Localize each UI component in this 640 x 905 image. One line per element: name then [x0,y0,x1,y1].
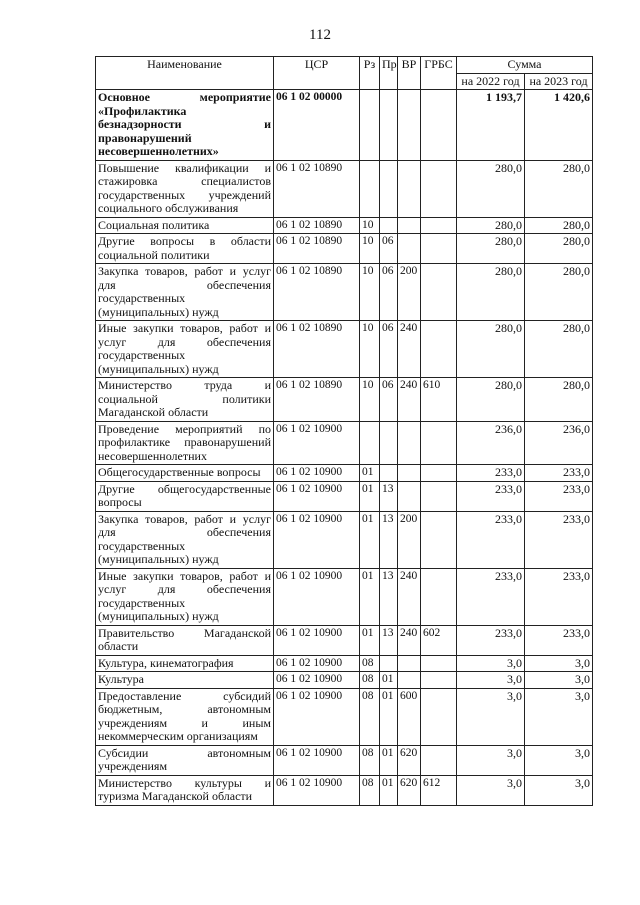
row-rz: 08 [360,775,380,805]
row-name: Другие вопросы в области социальной политики [96,234,274,264]
header-grbs: ГРБС [421,57,457,90]
row-grbs [421,160,457,217]
row-csr: 06 1 02 10900 [274,655,360,672]
table-row [96,481,593,511]
row-pr [380,217,398,234]
row-csr: 06 1 02 10900 [274,672,360,689]
row-pr: 13 [380,481,398,511]
row-sum-2023: 3,0 [525,655,593,672]
row-grbs [421,421,457,465]
row-name: Социальная политика [96,217,274,234]
row-rz: 10 [360,217,380,234]
row-csr: 06 1 02 10890 [274,321,360,378]
row-pr: 13 [380,511,398,568]
row-pr: 06 [380,264,398,321]
row-csr: 06 1 02 10900 [274,481,360,511]
row-name: Закупка товаров, работ и услуг для обеспечения государственных (муниципальных) нужд [96,511,274,568]
row-csr: 06 1 02 10900 [274,465,360,482]
row-sum-2022: 280,0 [457,321,525,378]
row-vr: 200 [398,264,421,321]
row-grbs: 612 [421,775,457,805]
row-pr [380,90,398,161]
row-csr: 06 1 02 10900 [274,511,360,568]
row-name: Предоставление субсидий бюджетным, автономным учреждениям и иным некоммерческим организациям [96,688,274,745]
row-sum-2022: 233,0 [457,465,525,482]
row-csr: 06 1 02 10900 [274,745,360,775]
table-row [96,378,593,422]
row-name: Другие общегосударственные вопросы [96,481,274,511]
row-grbs [421,568,457,625]
row-vr [398,234,421,264]
row-sum-2022: 233,0 [457,568,525,625]
row-rz: 08 [360,672,380,689]
row-rz: 01 [360,511,380,568]
row-rz: 08 [360,688,380,745]
row-pr: 01 [380,688,398,745]
row-vr [398,160,421,217]
row-sum-2023: 3,0 [525,745,593,775]
row-vr: 620 [398,745,421,775]
table-row [96,264,593,321]
row-sum-2023: 280,0 [525,321,593,378]
table-row [96,625,593,655]
row-sum-2022: 3,0 [457,745,525,775]
row-sum-2023: 233,0 [525,625,593,655]
row-sum-2023: 280,0 [525,217,593,234]
row-name: Субсидии автономным учреждениям [96,745,274,775]
table-row [96,672,593,689]
row-sum-2023: 233,0 [525,568,593,625]
row-sum-2023: 280,0 [525,160,593,217]
row-sum-2023: 233,0 [525,511,593,568]
row-grbs [421,321,457,378]
row-grbs: 602 [421,625,457,655]
row-vr [398,481,421,511]
page-number: 112 [309,27,331,43]
row-name: Культура, кинематография [96,655,274,672]
table-row [96,465,593,482]
row-sum-2023: 280,0 [525,264,593,321]
header-year-2023: на 2023 год [525,73,593,90]
row-name: Основное мероприятие «Профилактика безнадзорности и правонарушений несовершеннолетних» [96,90,274,161]
table-row [96,775,593,805]
row-grbs [421,511,457,568]
row-grbs [421,234,457,264]
header-sum: Сумма [457,57,593,74]
row-sum-2022: 280,0 [457,378,525,422]
table-body [96,90,593,806]
row-vr: 240 [398,378,421,422]
row-vr: 240 [398,321,421,378]
row-pr: 13 [380,568,398,625]
row-sum-2023: 3,0 [525,688,593,745]
row-csr: 06 1 02 10900 [274,688,360,745]
row-sum-2022: 1 193,7 [457,90,525,161]
row-sum-2023: 233,0 [525,465,593,482]
row-grbs [421,217,457,234]
row-name: Культура [96,672,274,689]
row-rz: 08 [360,745,380,775]
header-vr: ВР [398,57,421,90]
row-csr: 06 1 02 10890 [274,217,360,234]
row-sum-2022: 3,0 [457,655,525,672]
row-rz: 01 [360,568,380,625]
header-rz: Рз [360,57,380,90]
row-rz: 01 [360,625,380,655]
row-sum-2022: 280,0 [457,264,525,321]
table-row [96,688,593,745]
row-csr: 06 1 02 10900 [274,775,360,805]
table-row [96,234,593,264]
row-name: Проведение мероприятий по профилактике правонарушений несовершеннолетних [96,421,274,465]
table-row [96,217,593,234]
row-sum-2023: 280,0 [525,378,593,422]
row-sum-2022: 233,0 [457,511,525,568]
row-sum-2022: 3,0 [457,672,525,689]
row-csr: 06 1 02 10900 [274,625,360,655]
row-sum-2022: 233,0 [457,481,525,511]
row-pr [380,421,398,465]
row-rz: 01 [360,465,380,482]
header-year-2022: на 2022 год [457,73,525,90]
row-sum-2022: 236,0 [457,421,525,465]
row-grbs [421,688,457,745]
row-sum-2022: 3,0 [457,775,525,805]
row-csr: 06 1 02 10890 [274,264,360,321]
row-csr: 06 1 02 10900 [274,568,360,625]
row-pr: 06 [380,321,398,378]
row-name: Министерство культуры и туризма Магаданской области [96,775,274,805]
row-name: Общегосударственные вопросы [96,465,274,482]
row-csr: 06 1 02 10890 [274,378,360,422]
row-pr: 13 [380,625,398,655]
row-pr: 06 [380,234,398,264]
row-sum-2023: 236,0 [525,421,593,465]
row-sum-2022: 280,0 [457,217,525,234]
table-row [96,511,593,568]
row-grbs [421,481,457,511]
row-rz: 10 [360,321,380,378]
row-sum-2022: 3,0 [457,688,525,745]
row-rz [360,160,380,217]
table-row [96,90,593,161]
row-vr: 200 [398,511,421,568]
row-vr: 240 [398,625,421,655]
table-header [96,57,593,90]
row-sum-2023: 3,0 [525,775,593,805]
row-grbs [421,90,457,161]
row-vr [398,217,421,234]
row-rz [360,90,380,161]
row-sum-2022: 280,0 [457,160,525,217]
table-row [96,655,593,672]
row-csr: 06 1 02 10890 [274,234,360,264]
row-grbs [421,264,457,321]
row-name: Закупка товаров, работ и услуг для обеспечения государственных (муниципальных) нужд [96,264,274,321]
row-sum-2022: 233,0 [457,625,525,655]
row-vr: 240 [398,568,421,625]
row-rz: 08 [360,655,380,672]
row-csr: 06 1 02 10890 [274,160,360,217]
row-pr [380,465,398,482]
table-row [96,321,593,378]
row-rz: 10 [360,378,380,422]
row-grbs [421,465,457,482]
row-pr: 06 [380,378,398,422]
row-csr: 06 1 02 00000 [274,90,360,161]
row-grbs [421,655,457,672]
row-sum-2023: 1 420,6 [525,90,593,161]
row-vr: 620 [398,775,421,805]
row-grbs [421,672,457,689]
row-pr: 01 [380,672,398,689]
row-csr: 06 1 02 10900 [274,421,360,465]
table-row [96,568,593,625]
row-name: Повышение квалификации и стажировка специалистов государственных учреждений социального обслуживания [96,160,274,217]
row-vr [398,421,421,465]
row-vr: 600 [398,688,421,745]
row-rz: 10 [360,264,380,321]
table-row [96,160,593,217]
row-name: Иные закупки товаров, работ и услуг для обеспечения государственных (муниципальных) нужд [96,568,274,625]
row-pr: 01 [380,745,398,775]
row-pr [380,160,398,217]
row-grbs [421,745,457,775]
row-pr: 01 [380,775,398,805]
row-sum-2023: 280,0 [525,234,593,264]
row-vr [398,655,421,672]
row-vr [398,90,421,161]
row-sum-2023: 233,0 [525,481,593,511]
row-rz [360,421,380,465]
header-csr: ЦСР [274,57,360,90]
row-vr [398,672,421,689]
row-pr [380,655,398,672]
row-grbs: 610 [421,378,457,422]
table-row [96,745,593,775]
header-name: Наименование [96,57,274,90]
row-vr [398,465,421,482]
row-sum-2023: 3,0 [525,672,593,689]
row-rz: 10 [360,234,380,264]
header-pr: Пр [380,57,398,90]
table-row [96,421,593,465]
row-rz: 01 [360,481,380,511]
budget-table [95,56,593,806]
row-sum-2022: 280,0 [457,234,525,264]
row-name: Иные закупки товаров, работ и услуг для обеспечения государственных (муниципальных) нужд [96,321,274,378]
row-name: Министерство труда и социальной политики Магаданской области [96,378,274,422]
row-name: Правительство Магаданской области [96,625,274,655]
